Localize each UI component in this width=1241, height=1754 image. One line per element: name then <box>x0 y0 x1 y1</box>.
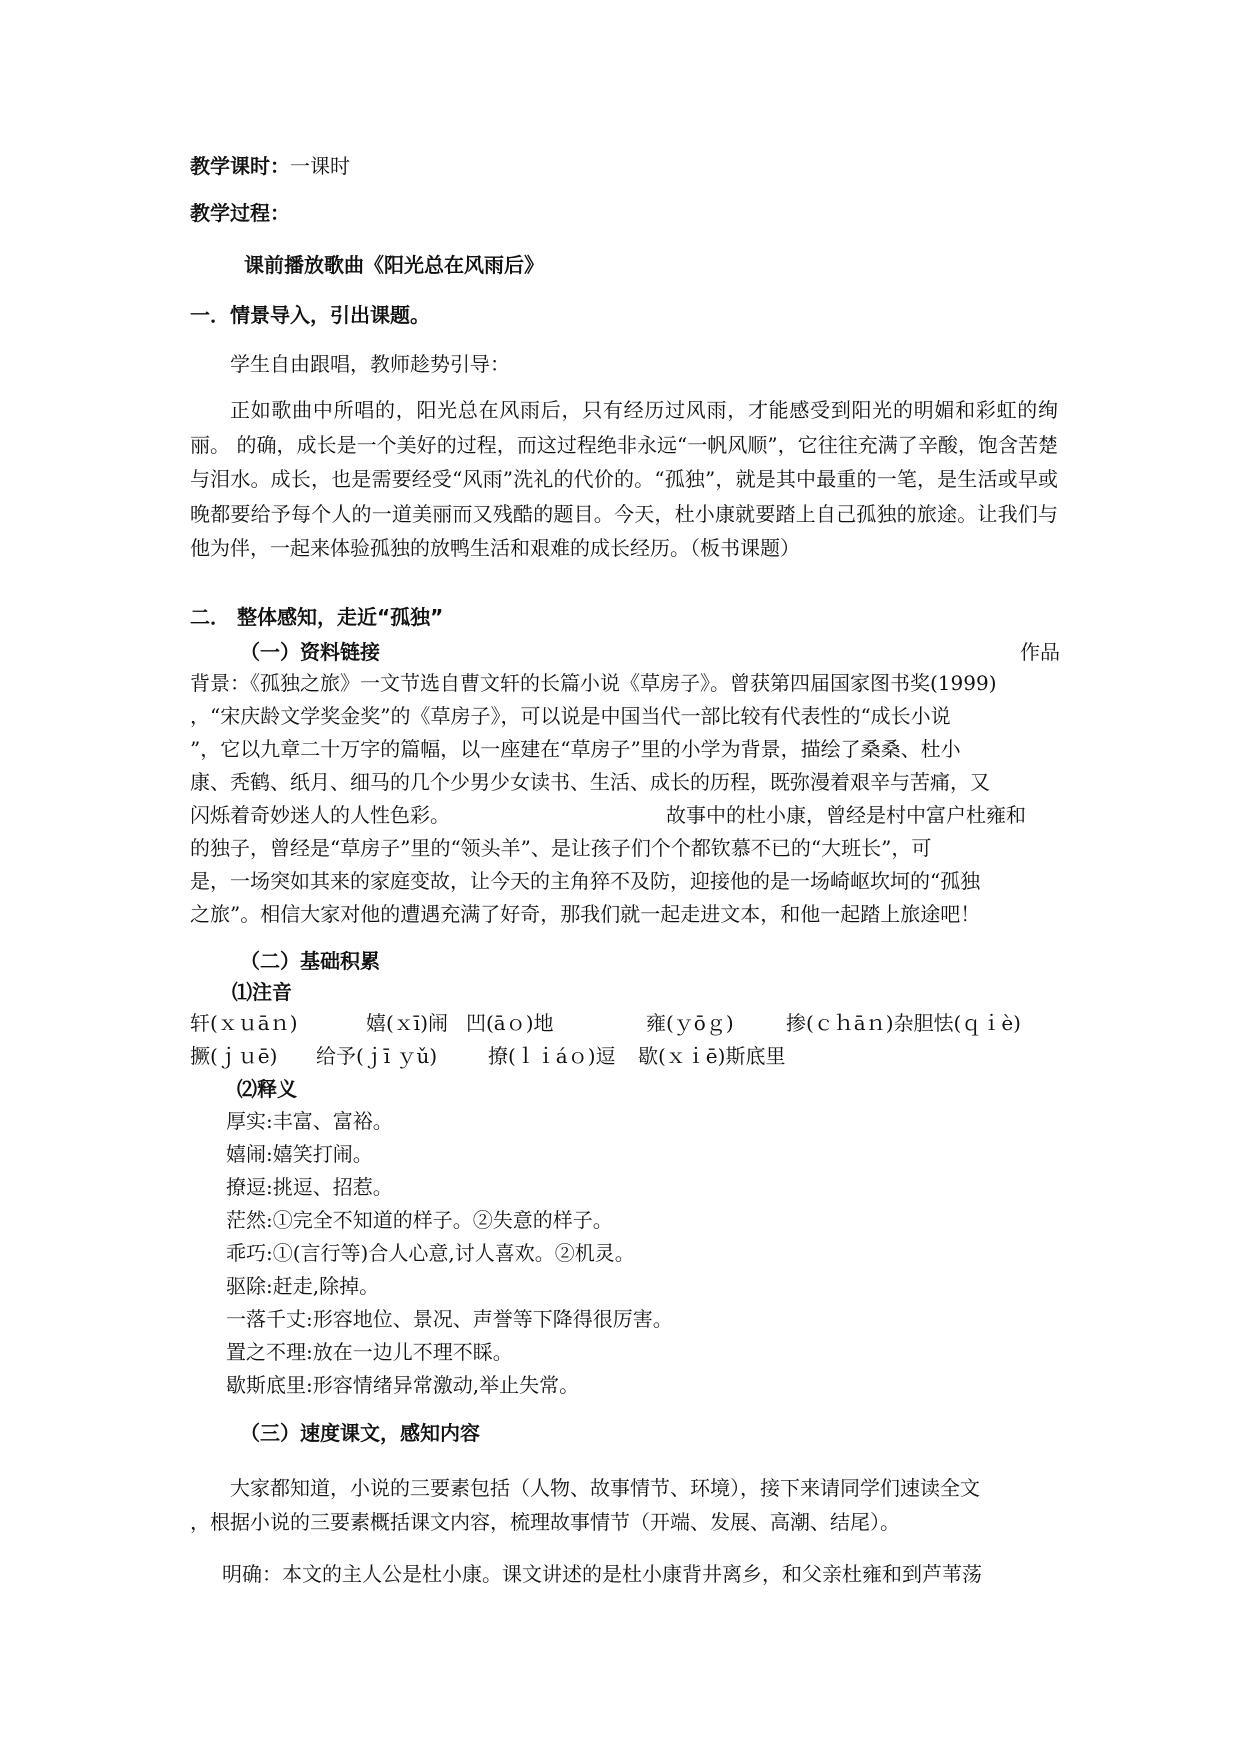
meaning-item: 驱除:赶走,除掉。 <box>226 1274 380 1298</box>
meaning-item: 茫然:①完全不知道的样子。②失意的样子。 <box>226 1208 613 1232</box>
pinyin-item: 掺(ｃｈāｎ)杂胆怯(ｑｉè) <box>786 1011 1021 1035</box>
pinyin-heading: ⑴注音 <box>232 980 292 1004</box>
meaning-item: 置之不理:放在一边儿不理不睬。 <box>226 1340 513 1364</box>
meaning-item: 一落千丈:形容地位、景况、声誉等下降得很厉害。 <box>226 1307 673 1331</box>
prelude-line: 课前播放歌曲《阳光总在风雨后》 <box>244 253 544 277</box>
pinyin-item: 轩(ｘｕāｎ) <box>190 1011 298 1035</box>
section1-intro: 学生自由跟唱，教师趁势引导： <box>230 352 510 376</box>
period-label: 教学课时： <box>190 154 290 178</box>
sub1-heading: （一）资料链接 <box>240 640 380 664</box>
process-label: 教学过程： <box>190 201 290 225</box>
pinyin-item: 撩(ｌｉáｏ)逗 <box>488 1044 616 1068</box>
sub3-line: ，根据小说的三要素概括课文内容，梳理故事情节（开端、发展、高潮、结尾）。 <box>190 1510 900 1534</box>
pinyin-item: 歇(ｘｉē)斯底里 <box>638 1044 786 1068</box>
sub1-line: 故事中的杜小康，曾经是村中富户杜雍和 <box>666 803 1026 827</box>
meaning-item: 撩逗:挑逗、招惹。 <box>226 1175 393 1199</box>
section1-body: 正如歌曲中所唱的，阳光总在风雨后，只有经历过风雨，才能感受到阳光的明媚和彩虹的绚丽。 的确，成长是一个美好的过程，而这过程绝非永远“一帆风顺”，它往往充满了辛酸，饱含苦楚与泪水。成长，也是需要经受“风雨”洗礼的代价的。“孤独”，就是其中最重的一笔，是生活或早或晚都要给予每个人的一道美丽而又残酷的题目。今天，杜小康就要踏上自己孤独的旅途。让我们与他为伴，一起来体验孤独的放鸭生活和艰难的成长经历。（板书课题） <box>190 398 1058 560</box>
sub1-line: 的独子，曾经是“草房子”里的“领头羊”、是让孩子们个个都钦慕不已的“大班长”，可 <box>190 836 932 860</box>
sub1-line: 背景：《孤独之旅》一文节选自曹文轩的长篇小说《草房子》。曾获第四届国家图书奖(1999) <box>190 671 997 695</box>
meaning-heading: ⑵释义 <box>237 1077 297 1101</box>
sub3-line: 大家都知道，小说的三要素包括（人物、故事情节、环境），接下来请同学们速读全文 <box>230 1476 980 1500</box>
meaning-item: 嬉闹:嬉笑打闹。 <box>226 1142 373 1166</box>
sub3-line: 明确：本文的主人公是杜小康。课文讲述的是杜小康背井离乡，和父亲杜雍和到芦苇荡 <box>222 1562 982 1586</box>
sub1-line: 闪烁着奇妙迷人的人性色彩。 <box>190 803 450 827</box>
pinyin-row <box>190 1042 785 1070</box>
sub1-line: 是，一场突如其来的家庭变故，让今天的主角猝不及防，迎接他的是一场崎岖坎坷的“孤独 <box>190 869 981 893</box>
pinyin-item: 嬉(ｘī)闹 <box>366 1011 449 1035</box>
meaning-item: 厚实:丰富、富裕。 <box>226 1109 393 1133</box>
pinyin-row <box>190 1009 1021 1037</box>
section2-heading: 二． 整体感知，走近“孤独” <box>190 605 444 629</box>
period-line <box>190 152 350 180</box>
pinyin-item: 撅(ｊｕē) <box>190 1044 278 1068</box>
pinyin-item: 给予(ｊī ｙǔ) <box>316 1044 438 1068</box>
sub1-line: 之旅”。相信大家对他的遭遇充满了好奇，那我们就一起走进文本，和他一起踏上旅途吧！ <box>190 902 981 926</box>
sub1-line: 康、秃鹤、纸月、细马的几个少男少女读书、生活、成长的历程，既弥漫着艰辛与苦痛，又 <box>190 770 990 794</box>
sub1-line: ，“宋庆龄文学奖金奖”的《草房子》，可以说是中国当代一部比较有代表性的“成长小说 <box>190 704 951 728</box>
pinyin-item: 凹(āｏ)地 <box>466 1011 554 1035</box>
pinyin-item: 雍(ｙōｇ) <box>646 1011 734 1035</box>
sub3-heading: （三）速度课文，感知内容 <box>240 1421 480 1445</box>
period-value: 一课时 <box>290 154 350 178</box>
sub2-heading: （二）基础积累 <box>240 949 380 973</box>
section1-heading: 一．情景导入，引出课题。 <box>190 303 430 327</box>
sub1-right-word: 作品 <box>1020 640 1060 664</box>
sub1-line: ”，它以九章二十万字的篇幅，以一座建在“草房子”里的小学为背景，描绘了桑桑、杜小 <box>190 737 961 761</box>
meaning-item: 乖巧:①(言行等)合人心意,讨人喜欢。②机灵。 <box>226 1241 635 1265</box>
meaning-item: 歇斯底里:形容情绪异常激动,举止失常。 <box>226 1373 580 1397</box>
